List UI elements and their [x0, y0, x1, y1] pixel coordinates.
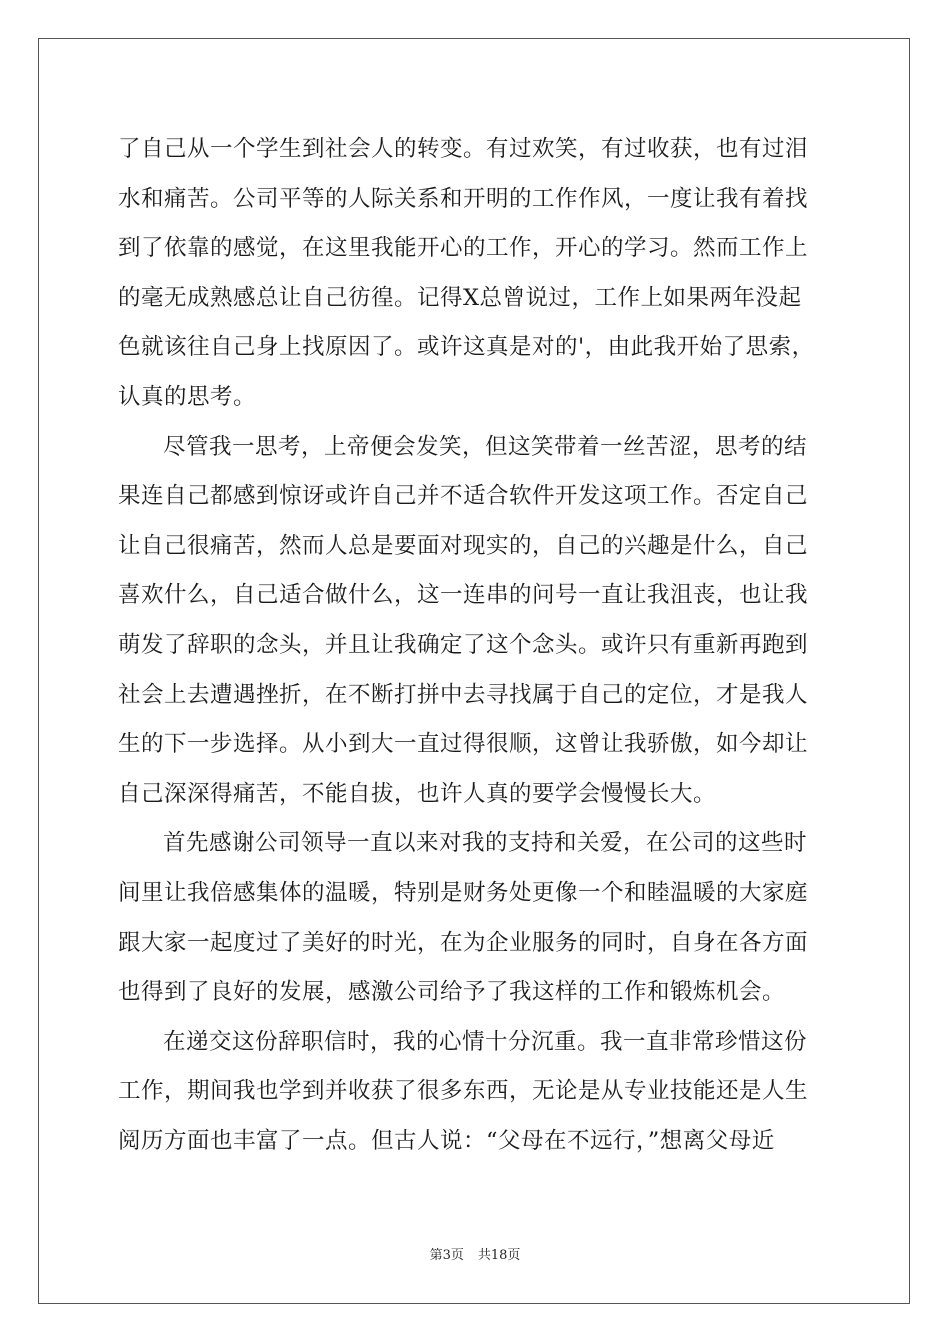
text-line: 也得到了良好的发展，感激公司给予了我这样的工作和锻炼机会。: [118, 979, 786, 1006]
paragraph-first-line: 尽管我一思考，上帝便会发笑，但这笑带着一丝苦涩，思考的结: [163, 433, 808, 460]
text-line: 阅历方面也丰富了一点。但古人说：“父母在不远行，”想离父母近: [118, 1127, 775, 1154]
text-line: 喜欢什么，自己适合做什么，这一连串的问号一直让我沮丧，也让我: [118, 582, 809, 609]
text-line: 工作，期间我也学到并收获了很多东西，无论是从专业技能还是人生: [118, 1078, 809, 1105]
text-line: 到了依靠的感觉，在这里我能开心的工作，开心的学习。然而工作上: [118, 235, 809, 262]
document-body: [118, 125, 838, 1166]
page-total: 共18页: [477, 1248, 521, 1263]
text-line: 认真的思考。: [118, 383, 257, 410]
text-line: 自己深深得痛苦，不能自拔，也许人真的要学会慢慢长大。: [118, 780, 717, 807]
text-line: 生的下一步选择。从小到大一直过得很顺，这曾让我骄傲，如今却让: [118, 731, 809, 758]
text-line: 了自己从一个学生到社会人的转变。有过欢笑，有过收获，也有过泪: [118, 136, 809, 162]
text-line: 间里让我倍感集体的温暖，特别是财务处更像一个和睦温暖的大家庭: [118, 879, 809, 906]
text-line: 跟大家一起度过了美好的时光，在为企业服务的同时，自身在各方面: [118, 929, 809, 956]
text-line: 萌发了辞职的念头，并且让我确定了这个念头。或许只有重新再跑到: [118, 631, 809, 658]
text-line: 社会上去遭遇挫折，在不断打拼中去寻找属于自己的定位，才是我人: [118, 681, 809, 708]
text-line: 的毫无成熟感总让自己彷徨。记得X总曾说过，工作上如果两年没起: [118, 284, 802, 311]
text-line: 让自己很痛苦，然而人总是要面对现实的，自己的兴趣是什么，自己: [118, 532, 809, 559]
text-line: 色就该往自己身上找原因了。或许这真是对的'，由此我开始了思索，: [118, 334, 815, 361]
text-line: 水和痛苦。公司平等的人际关系和开明的工作作风，一度让我有着找: [118, 185, 809, 212]
page-number: 第3页: [429, 1248, 464, 1263]
page-footer: [0, 1244, 950, 1263]
paragraph-first-line: 首先感谢公司领导一直以来对我的支持和关爱，在公司的这些时: [163, 830, 808, 857]
paragraph-first-line: 在递交这份辞职信时，我的心情十分沉重。我一直非常珍惜这份: [163, 1028, 808, 1055]
text-line: 果连自己都感到惊讶或许自己并不适合软件开发这项工作。否定自己: [118, 483, 809, 510]
